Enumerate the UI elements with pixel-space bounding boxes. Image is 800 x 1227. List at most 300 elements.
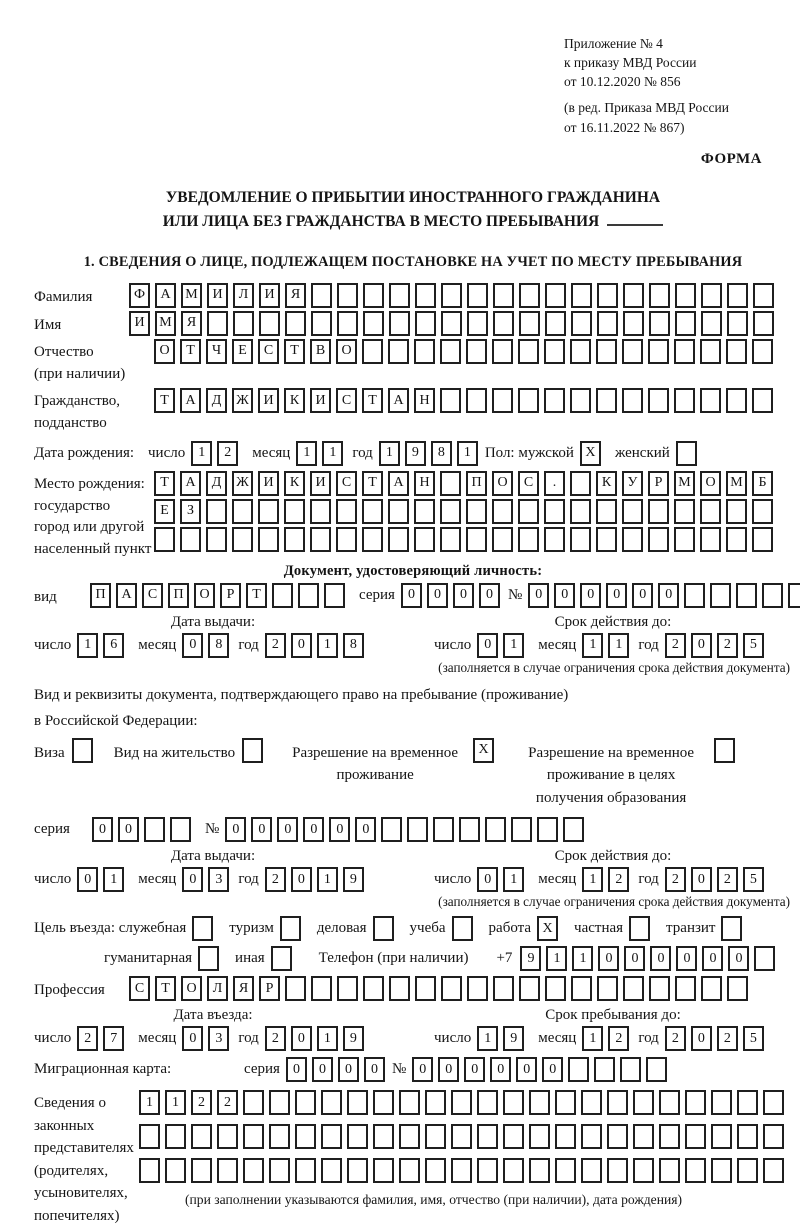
char-cell[interactable]: Т [362, 388, 383, 413]
char-cell[interactable] [139, 1124, 160, 1149]
char-cell[interactable]: И [258, 471, 279, 496]
char-cell[interactable] [752, 388, 773, 413]
char-cell[interactable] [206, 527, 227, 552]
char-cell[interactable]: 1 [457, 441, 478, 466]
char-cell[interactable] [477, 1090, 498, 1115]
char-cell[interactable]: 0 [606, 583, 627, 608]
char-cell[interactable]: П [466, 471, 487, 496]
char-cell[interactable] [596, 499, 617, 524]
char-cell[interactable]: К [284, 388, 305, 413]
char-cell[interactable] [388, 499, 409, 524]
char-cell[interactable] [321, 1158, 342, 1183]
char-cell[interactable]: М [726, 471, 747, 496]
char-cell[interactable] [607, 1158, 628, 1183]
char-cell[interactable]: З [180, 499, 201, 524]
char-cell[interactable] [243, 1124, 264, 1149]
char-cell[interactable] [399, 1124, 420, 1149]
char-cell[interactable]: 2 [665, 867, 686, 892]
char-cell[interactable] [555, 1124, 576, 1149]
char-cell[interactable]: 0 [624, 946, 645, 971]
char-cell[interactable]: 0 [182, 1026, 203, 1051]
char-cell[interactable]: П [168, 583, 189, 608]
char-cell[interactable] [622, 339, 643, 364]
char-cell[interactable] [648, 499, 669, 524]
char-cell[interactable]: 1 [582, 867, 603, 892]
char-cell[interactable] [633, 1158, 654, 1183]
char-cell[interactable]: С [129, 976, 150, 1001]
char-cell[interactable] [570, 527, 591, 552]
char-cell[interactable] [659, 1158, 680, 1183]
char-cell[interactable]: И [310, 388, 331, 413]
char-cell[interactable] [752, 527, 773, 552]
char-cell[interactable] [518, 499, 539, 524]
purpose-tourism-cell[interactable] [280, 916, 301, 941]
purpose-transit-cell[interactable] [721, 916, 742, 941]
char-cell[interactable] [207, 311, 228, 336]
char-cell[interactable]: С [142, 583, 163, 608]
char-cell[interactable] [466, 527, 487, 552]
char-cell[interactable] [363, 976, 384, 1001]
char-cell[interactable]: 0 [251, 817, 272, 842]
char-cell[interactable] [594, 1057, 615, 1082]
purpose-other-cell[interactable] [271, 946, 292, 971]
char-cell[interactable] [492, 499, 513, 524]
char-cell[interactable] [425, 1090, 446, 1115]
char-cell[interactable]: 2 [665, 1026, 686, 1051]
char-cell[interactable]: 0 [182, 633, 203, 658]
char-cell[interactable]: 0 [676, 946, 697, 971]
char-cell[interactable]: Т [154, 471, 175, 496]
char-cell[interactable] [425, 1124, 446, 1149]
char-cell[interactable] [295, 1158, 316, 1183]
char-cell[interactable]: 0 [182, 867, 203, 892]
char-cell[interactable] [467, 283, 488, 308]
char-cell[interactable] [399, 1090, 420, 1115]
char-cell[interactable] [337, 311, 358, 336]
char-cell[interactable] [362, 527, 383, 552]
char-cell[interactable] [144, 817, 165, 842]
char-cell[interactable] [752, 499, 773, 524]
char-cell[interactable] [284, 527, 305, 552]
char-cell[interactable]: Р [648, 471, 669, 496]
char-cell[interactable] [191, 1124, 212, 1149]
char-cell[interactable]: 9 [405, 441, 426, 466]
char-cell[interactable] [451, 1090, 472, 1115]
char-cell[interactable] [381, 817, 402, 842]
char-cell[interactable] [726, 527, 747, 552]
char-cell[interactable] [492, 339, 513, 364]
char-cell[interactable]: С [336, 471, 357, 496]
char-cell[interactable]: 2 [665, 633, 686, 658]
char-cell[interactable] [700, 388, 721, 413]
char-cell[interactable]: 1 [503, 867, 524, 892]
char-cell[interactable]: Я [233, 976, 254, 1001]
char-cell[interactable]: 1 [191, 441, 212, 466]
char-cell[interactable]: 0 [477, 633, 498, 658]
char-cell[interactable]: 1 [317, 867, 338, 892]
char-cell[interactable] [737, 1158, 758, 1183]
char-cell[interactable]: 5 [743, 867, 764, 892]
char-cell[interactable] [674, 499, 695, 524]
char-cell[interactable] [243, 1158, 264, 1183]
char-cell[interactable]: 1 [546, 946, 567, 971]
char-cell[interactable] [700, 499, 721, 524]
char-cell[interactable]: 0 [479, 583, 500, 608]
char-cell[interactable]: 8 [431, 441, 452, 466]
char-cell[interactable] [467, 311, 488, 336]
char-cell[interactable] [441, 976, 462, 1001]
char-cell[interactable] [752, 339, 773, 364]
char-cell[interactable] [622, 499, 643, 524]
char-cell[interactable]: И [259, 283, 280, 308]
char-cell[interactable] [711, 1158, 732, 1183]
char-cell[interactable] [389, 311, 410, 336]
char-cell[interactable] [298, 583, 319, 608]
char-cell[interactable] [649, 283, 670, 308]
char-cell[interactable] [233, 311, 254, 336]
char-cell[interactable]: С [258, 339, 279, 364]
char-cell[interactable]: 0 [118, 817, 139, 842]
char-cell[interactable]: 0 [92, 817, 113, 842]
char-cell[interactable]: Е [154, 499, 175, 524]
char-cell[interactable] [544, 527, 565, 552]
char-cell[interactable] [529, 1124, 550, 1149]
char-cell[interactable]: 0 [554, 583, 575, 608]
char-cell[interactable]: Л [207, 976, 228, 1001]
char-cell[interactable] [675, 311, 696, 336]
char-cell[interactable]: 0 [329, 817, 350, 842]
char-cell[interactable]: 2 [191, 1090, 212, 1115]
char-cell[interactable] [310, 499, 331, 524]
char-cell[interactable] [415, 311, 436, 336]
char-cell[interactable]: 0 [364, 1057, 385, 1082]
char-cell[interactable]: 0 [312, 1057, 333, 1082]
char-cell[interactable]: К [596, 471, 617, 496]
char-cell[interactable]: Т [284, 339, 305, 364]
residence-permit-cell[interactable] [242, 738, 263, 763]
char-cell[interactable]: Ч [206, 339, 227, 364]
char-cell[interactable] [597, 283, 618, 308]
char-cell[interactable] [753, 283, 774, 308]
char-cell[interactable] [711, 1124, 732, 1149]
char-cell[interactable] [311, 283, 332, 308]
char-cell[interactable]: Т [362, 471, 383, 496]
char-cell[interactable] [467, 976, 488, 1001]
char-cell[interactable] [511, 817, 532, 842]
char-cell[interactable] [518, 388, 539, 413]
char-cell[interactable]: 1 [165, 1090, 186, 1115]
char-cell[interactable] [519, 283, 540, 308]
char-cell[interactable]: 0 [401, 583, 422, 608]
char-cell[interactable]: 8 [208, 633, 229, 658]
char-cell[interactable] [674, 388, 695, 413]
char-cell[interactable]: Т [154, 388, 175, 413]
char-cell[interactable] [459, 817, 480, 842]
char-cell[interactable] [414, 527, 435, 552]
char-cell[interactable] [284, 499, 305, 524]
char-cell[interactable]: 1 [608, 633, 629, 658]
char-cell[interactable] [415, 976, 436, 1001]
char-cell[interactable] [568, 1057, 589, 1082]
char-cell[interactable]: 2 [608, 1026, 629, 1051]
char-cell[interactable] [321, 1124, 342, 1149]
purpose-work-cell[interactable]: X [537, 916, 558, 941]
char-cell[interactable] [788, 583, 800, 608]
char-cell[interactable]: 0 [453, 583, 474, 608]
char-cell[interactable] [674, 527, 695, 552]
char-cell[interactable] [607, 1124, 628, 1149]
char-cell[interactable]: А [155, 283, 176, 308]
char-cell[interactable] [545, 283, 566, 308]
char-cell[interactable] [373, 1124, 394, 1149]
char-cell[interactable] [139, 1158, 160, 1183]
char-cell[interactable] [440, 339, 461, 364]
char-cell[interactable]: К [284, 471, 305, 496]
purpose-official-cell[interactable] [192, 916, 213, 941]
char-cell[interactable] [726, 388, 747, 413]
char-cell[interactable] [555, 1158, 576, 1183]
char-cell[interactable] [727, 311, 748, 336]
char-cell[interactable] [685, 1124, 706, 1149]
char-cell[interactable] [440, 388, 461, 413]
char-cell[interactable] [518, 339, 539, 364]
char-cell[interactable] [503, 1124, 524, 1149]
char-cell[interactable] [414, 499, 435, 524]
char-cell[interactable] [285, 976, 306, 1001]
char-cell[interactable]: О [336, 339, 357, 364]
char-cell[interactable]: 0 [691, 1026, 712, 1051]
char-cell[interactable]: 1 [317, 1026, 338, 1051]
char-cell[interactable]: 0 [580, 583, 601, 608]
char-cell[interactable] [295, 1124, 316, 1149]
char-cell[interactable] [701, 976, 722, 1001]
char-cell[interactable]: 1 [77, 633, 98, 658]
char-cell[interactable] [440, 527, 461, 552]
char-cell[interactable]: 2 [265, 1026, 286, 1051]
char-cell[interactable] [451, 1158, 472, 1183]
purpose-study-cell[interactable] [452, 916, 473, 941]
char-cell[interactable]: 0 [477, 867, 498, 892]
char-cell[interactable]: 2 [265, 867, 286, 892]
char-cell[interactable]: Ж [232, 388, 253, 413]
rvp-cell[interactable]: X [473, 738, 494, 763]
char-cell[interactable] [324, 583, 345, 608]
char-cell[interactable]: Л [233, 283, 254, 308]
char-cell[interactable]: 0 [277, 817, 298, 842]
char-cell[interactable] [659, 1090, 680, 1115]
char-cell[interactable]: М [155, 311, 176, 336]
char-cell[interactable] [321, 1090, 342, 1115]
char-cell[interactable] [648, 527, 669, 552]
char-cell[interactable] [736, 583, 757, 608]
char-cell[interactable] [217, 1124, 238, 1149]
char-cell[interactable]: 0 [303, 817, 324, 842]
char-cell[interactable] [571, 283, 592, 308]
char-cell[interactable]: У [622, 471, 643, 496]
char-cell[interactable]: Д [206, 471, 227, 496]
char-cell[interactable] [232, 499, 253, 524]
char-cell[interactable]: Б [752, 471, 773, 496]
sex-male-cell[interactable]: X [580, 441, 601, 466]
char-cell[interactable] [581, 1090, 602, 1115]
char-cell[interactable]: 0 [77, 867, 98, 892]
char-cell[interactable] [700, 527, 721, 552]
char-cell[interactable] [544, 388, 565, 413]
char-cell[interactable] [441, 311, 462, 336]
char-cell[interactable] [607, 1090, 628, 1115]
char-cell[interactable]: А [388, 388, 409, 413]
char-cell[interactable] [373, 1090, 394, 1115]
char-cell[interactable]: 0 [412, 1057, 433, 1082]
char-cell[interactable] [311, 311, 332, 336]
char-cell[interactable] [685, 1158, 706, 1183]
char-cell[interactable] [206, 499, 227, 524]
char-cell[interactable]: 2 [217, 1090, 238, 1115]
char-cell[interactable] [659, 1124, 680, 1149]
char-cell[interactable]: 0 [225, 817, 246, 842]
char-cell[interactable] [555, 1090, 576, 1115]
char-cell[interactable]: 8 [343, 633, 364, 658]
char-cell[interactable]: 0 [632, 583, 653, 608]
char-cell[interactable] [373, 1158, 394, 1183]
char-cell[interactable]: 0 [691, 633, 712, 658]
char-cell[interactable]: Я [181, 311, 202, 336]
char-cell[interactable] [763, 1124, 784, 1149]
char-cell[interactable] [388, 527, 409, 552]
char-cell[interactable] [597, 311, 618, 336]
char-cell[interactable]: 1 [582, 633, 603, 658]
char-cell[interactable] [648, 388, 669, 413]
char-cell[interactable] [492, 527, 513, 552]
char-cell[interactable]: 0 [291, 633, 312, 658]
char-cell[interactable]: 0 [598, 946, 619, 971]
char-cell[interactable] [581, 1124, 602, 1149]
char-cell[interactable]: М [181, 283, 202, 308]
char-cell[interactable]: 0 [286, 1057, 307, 1082]
char-cell[interactable]: А [180, 388, 201, 413]
char-cell[interactable] [623, 311, 644, 336]
char-cell[interactable]: Д [206, 388, 227, 413]
char-cell[interactable] [685, 1090, 706, 1115]
char-cell[interactable] [493, 283, 514, 308]
char-cell[interactable]: 0 [691, 867, 712, 892]
purpose-humanitarian-cell[interactable] [198, 946, 219, 971]
char-cell[interactable] [737, 1090, 758, 1115]
char-cell[interactable]: Т [155, 976, 176, 1001]
char-cell[interactable] [646, 1057, 667, 1082]
char-cell[interactable] [674, 339, 695, 364]
char-cell[interactable] [285, 311, 306, 336]
char-cell[interactable] [258, 499, 279, 524]
char-cell[interactable]: 2 [717, 867, 738, 892]
char-cell[interactable] [727, 976, 748, 1001]
char-cell[interactable]: 0 [516, 1057, 537, 1082]
char-cell[interactable]: А [388, 471, 409, 496]
char-cell[interactable]: 5 [743, 633, 764, 658]
char-cell[interactable]: 0 [338, 1057, 359, 1082]
char-cell[interactable] [259, 311, 280, 336]
char-cell[interactable] [649, 976, 670, 1001]
char-cell[interactable]: С [336, 388, 357, 413]
char-cell[interactable]: 0 [528, 583, 549, 608]
char-cell[interactable]: С [518, 471, 539, 496]
char-cell[interactable]: 0 [291, 867, 312, 892]
char-cell[interactable]: Н [414, 471, 435, 496]
char-cell[interactable]: Р [259, 976, 280, 1001]
char-cell[interactable]: 1 [296, 441, 317, 466]
char-cell[interactable] [170, 817, 191, 842]
char-cell[interactable] [485, 817, 506, 842]
char-cell[interactable] [492, 388, 513, 413]
char-cell[interactable]: И [129, 311, 150, 336]
char-cell[interactable]: Т [180, 339, 201, 364]
char-cell[interactable] [243, 1090, 264, 1115]
char-cell[interactable] [581, 1158, 602, 1183]
char-cell[interactable] [544, 339, 565, 364]
char-cell[interactable] [570, 388, 591, 413]
char-cell[interactable] [269, 1158, 290, 1183]
char-cell[interactable]: 2 [217, 441, 238, 466]
char-cell[interactable] [519, 976, 540, 1001]
char-cell[interactable]: 1 [582, 1026, 603, 1051]
char-cell[interactable] [363, 283, 384, 308]
char-cell[interactable] [165, 1158, 186, 1183]
char-cell[interactable] [441, 283, 462, 308]
char-cell[interactable]: 2 [717, 1026, 738, 1051]
char-cell[interactable] [571, 311, 592, 336]
char-cell[interactable]: Т [246, 583, 267, 608]
char-cell[interactable] [337, 283, 358, 308]
char-cell[interactable] [633, 1124, 654, 1149]
char-cell[interactable]: 0 [438, 1057, 459, 1082]
char-cell[interactable] [389, 976, 410, 1001]
char-cell[interactable] [649, 311, 670, 336]
char-cell[interactable] [596, 527, 617, 552]
char-cell[interactable] [310, 527, 331, 552]
char-cell[interactable]: И [207, 283, 228, 308]
char-cell[interactable] [217, 1158, 238, 1183]
char-cell[interactable]: 1 [572, 946, 593, 971]
char-cell[interactable] [414, 339, 435, 364]
char-cell[interactable] [451, 1124, 472, 1149]
char-cell[interactable] [737, 1124, 758, 1149]
char-cell[interactable] [529, 1090, 550, 1115]
char-cell[interactable]: 2 [608, 867, 629, 892]
char-cell[interactable] [684, 583, 705, 608]
char-cell[interactable]: 3 [208, 1026, 229, 1051]
char-cell[interactable]: 9 [343, 867, 364, 892]
char-cell[interactable] [433, 817, 454, 842]
char-cell[interactable] [477, 1158, 498, 1183]
char-cell[interactable] [711, 1090, 732, 1115]
char-cell[interactable] [700, 339, 721, 364]
char-cell[interactable] [726, 339, 747, 364]
char-cell[interactable]: О [492, 471, 513, 496]
char-cell[interactable]: Р [220, 583, 241, 608]
char-cell[interactable] [763, 1158, 784, 1183]
char-cell[interactable] [571, 976, 592, 1001]
char-cell[interactable]: 1 [317, 633, 338, 658]
char-cell[interactable] [347, 1090, 368, 1115]
char-cell[interactable]: 2 [77, 1026, 98, 1051]
char-cell[interactable] [363, 311, 384, 336]
char-cell[interactable]: 6 [103, 633, 124, 658]
char-cell[interactable]: О [194, 583, 215, 608]
char-cell[interactable] [545, 976, 566, 1001]
char-cell[interactable]: 0 [427, 583, 448, 608]
char-cell[interactable] [154, 527, 175, 552]
char-cell[interactable] [336, 499, 357, 524]
